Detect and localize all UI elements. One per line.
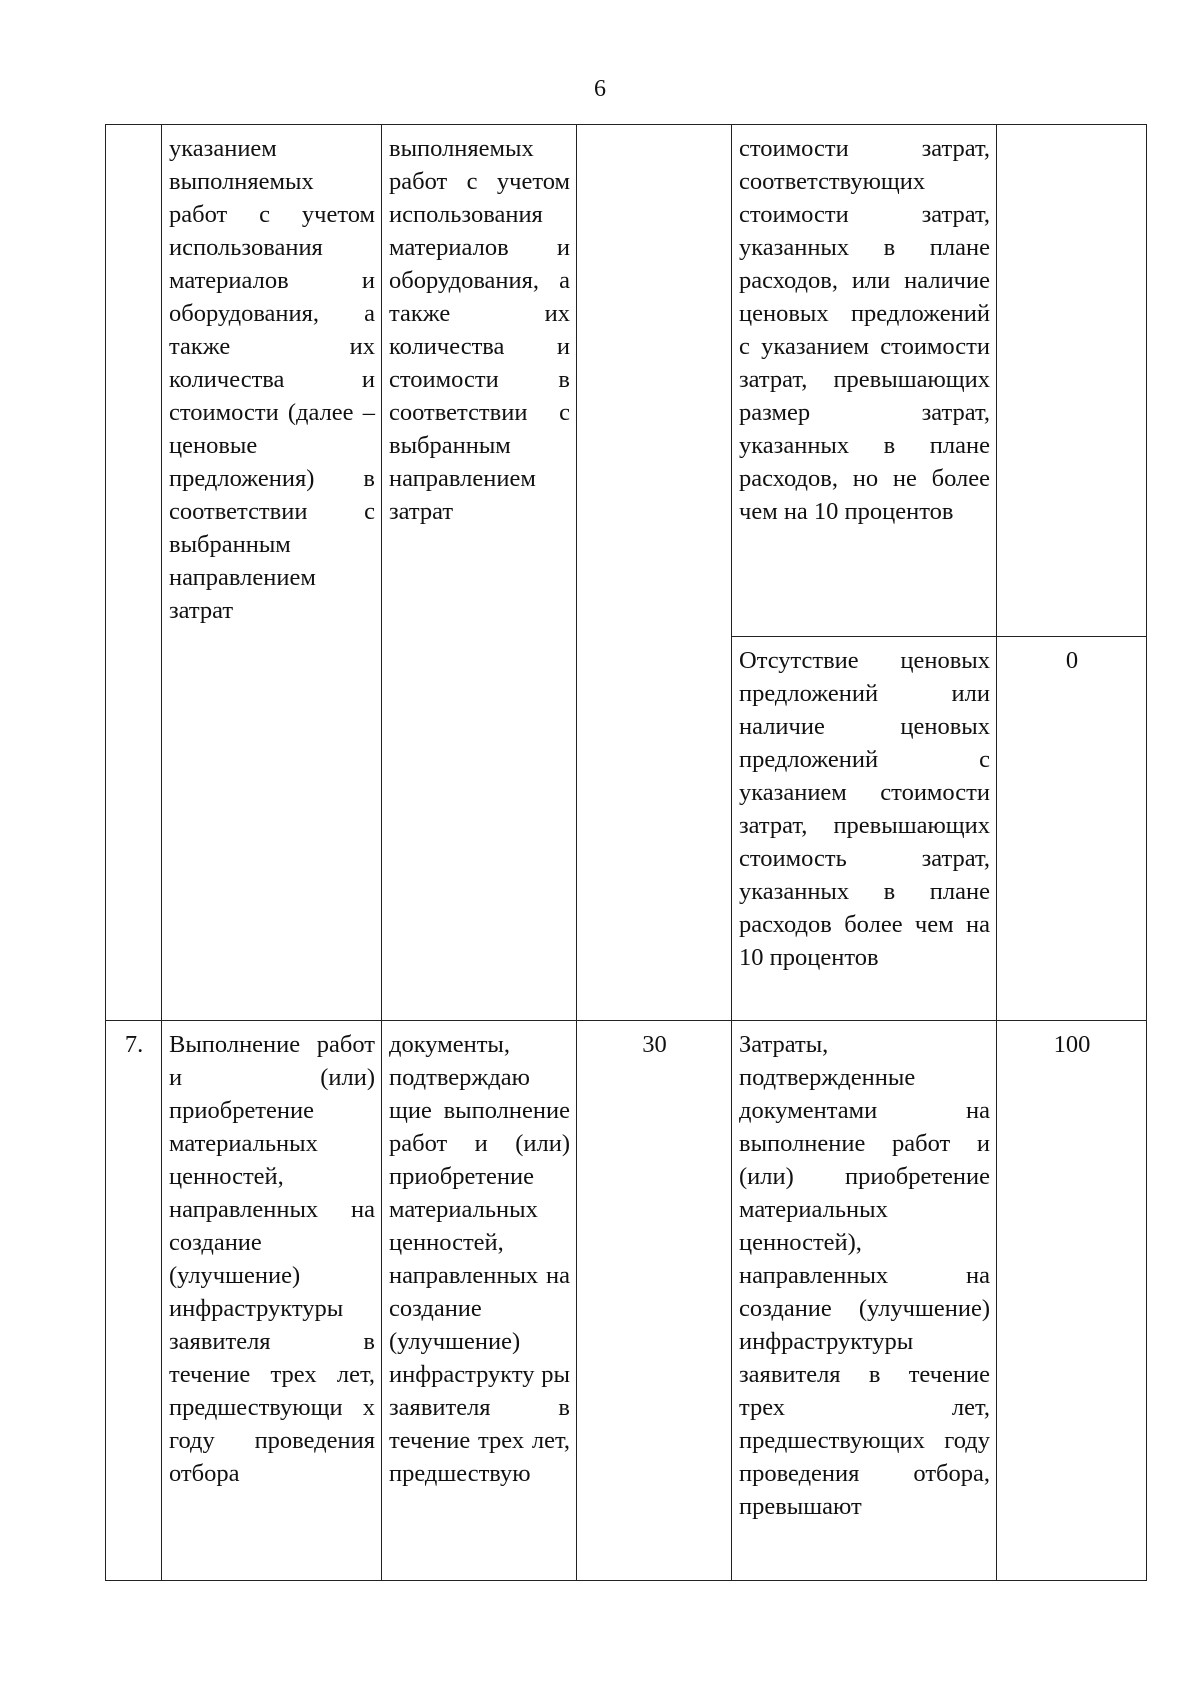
weight-text: 30 xyxy=(642,1031,667,1058)
row-number-cell xyxy=(106,1021,162,1581)
condition-text: Отсутствие ценовых предложений или наличие ценовых предложений с указанием стоимости затрат, превышающих стоимость затрат, указанных в плане расходов более чем на 10 процентов xyxy=(739,647,990,971)
table-row-continuation-1 xyxy=(106,125,1147,637)
condition-cell xyxy=(732,637,997,1021)
criterion-text: Выполнение работ и (или) приобретение материальных ценностей, направленных на создание (улучшение) инфраструктуры заявителя в течение трех лет, предшествующи х году проведения отбора xyxy=(169,1031,375,1487)
criterion-cell xyxy=(162,1021,382,1581)
documents-text: документы, подтверждаю щие выполнение работ и (или) приобретение материальных ценностей, направленных на создание (улучшение) инфраструкту ры заявителя в течение трех лет, предшествую xyxy=(389,1031,570,1487)
page-number-text: 6 xyxy=(594,76,606,102)
condition-cell xyxy=(732,1021,997,1581)
weight-cell-empty xyxy=(577,125,732,1021)
score-cell xyxy=(997,637,1147,1021)
score-cell xyxy=(997,1021,1147,1581)
condition-text: стоимости затрат, соответствующих стоимости затрат, указанных в плане расходов, или наличие ценовых предложений с указанием стоимости затрат, превышающих размер затрат, указанных в плане расходов, но не более чем на 10 процентов xyxy=(739,135,990,525)
score-text: 0 xyxy=(1065,647,1079,674)
documents-cell xyxy=(382,1021,577,1581)
condition-cell xyxy=(732,125,997,637)
row-number-text: 7. xyxy=(124,1031,144,1058)
documents-cell xyxy=(382,125,577,1021)
criteria-table xyxy=(105,124,1147,1581)
documents-text: выполняемых работ с учетом использования материалов и оборудования, а также их количества и стоимости в соответствии с выбранным направлением затрат xyxy=(389,135,570,525)
score-cell xyxy=(997,125,1147,637)
criterion-cell xyxy=(162,125,382,1021)
table-row-7 xyxy=(106,1021,1147,1581)
score-text: 100 xyxy=(1053,1031,1091,1058)
weight-cell xyxy=(577,1021,732,1581)
condition-text: Затраты, подтвержденные документами на выполнение работ и (или) приобретение материальных ценностей), направленных на создание (улучшение) инфраструктуры заявителя в течение трех лет, предшествующих году проведения отбора, превышают xyxy=(739,1031,990,1520)
page-number xyxy=(0,74,1200,104)
row-number-cell-empty xyxy=(106,125,162,1021)
criterion-text: указанием выполняемых работ с учетом использования материалов и оборудования, а также их количества и стоимости (далее – ценовые предложения) в соответствии с выбранным направлением затрат xyxy=(169,135,375,624)
